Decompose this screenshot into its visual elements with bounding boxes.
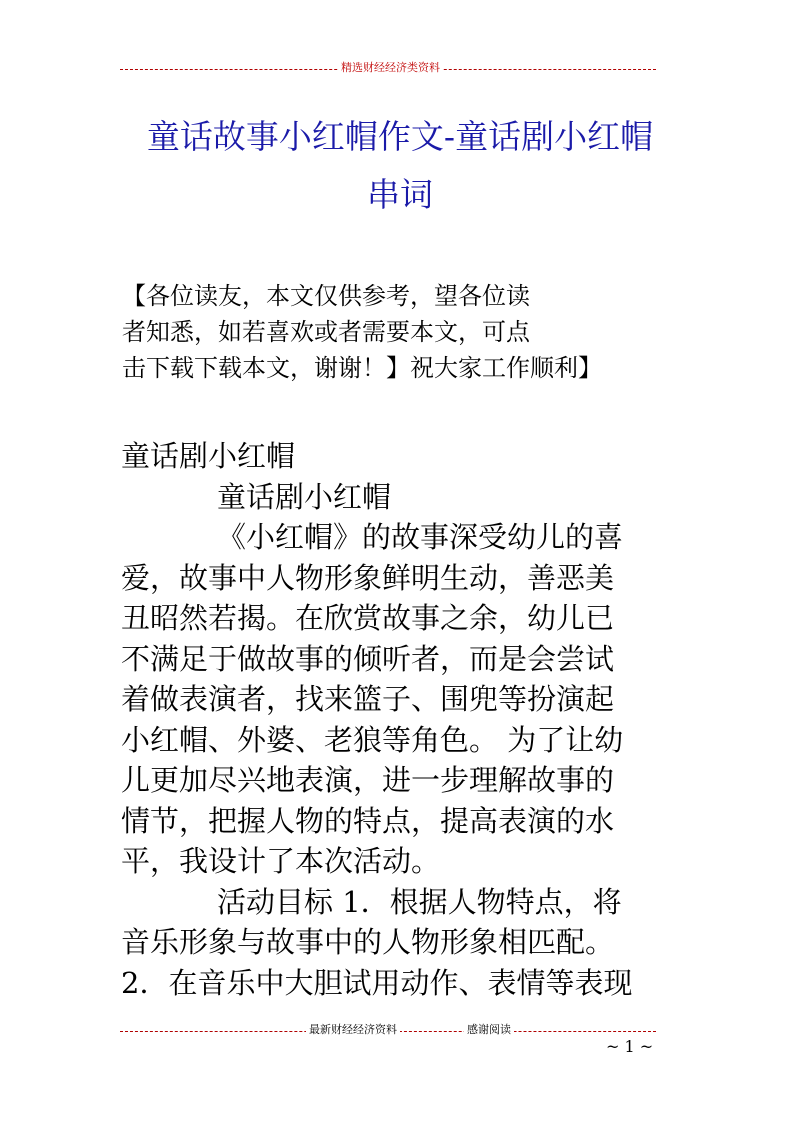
reader-notice xyxy=(122,278,642,386)
header-label: 精选财经经济类资料 xyxy=(338,60,443,76)
paragraph-line: 《小红帽》的故事深受幼儿的喜 xyxy=(217,520,624,554)
paragraph-line: 小红帽、外婆、老狼等角色。 为了让幼 xyxy=(121,722,624,757)
paragraph-line: 平，我设计了本次活动。 xyxy=(121,844,441,878)
notice-line: 【各位读友，本文仅供参考，望各位读 xyxy=(122,282,530,310)
paragraph-line: 儿更加尽兴地表演，进一步理解故事的 xyxy=(121,763,615,797)
title-line-2: 串词 xyxy=(367,175,433,214)
paragraph-line: 丑昭然若揭。在欣赏故事之余，幼儿已 xyxy=(121,601,615,635)
notice-line: 击下载下载本文，谢谢！】祝大家工作顺利】 xyxy=(122,354,602,382)
paragraph-line: 活动目标 1．根据人物特点，将 xyxy=(217,884,622,919)
title-line-1: 童话故事小红帽作文-童话剧小红帽 xyxy=(146,117,654,156)
section-heading: 童话剧小红帽 xyxy=(121,439,296,473)
paragraph-line: 爱，故事中人物形象鲜明生动，善恶美 xyxy=(121,560,615,595)
subtitle: 童话剧小红帽 xyxy=(217,479,392,514)
document-body xyxy=(121,436,681,1003)
footer-left-label: 最新财经经济资料 xyxy=(306,1022,400,1038)
document-title xyxy=(100,108,700,224)
paragraph-line: 情节，把握人物的特点，提高表演的水 xyxy=(121,803,615,838)
paragraph-line: 音乐形象与故事中的人物形象相匹配。 xyxy=(121,925,615,959)
page-number: ~ 1 ~ xyxy=(606,1037,654,1056)
footer-right-label: 感谢阅读 xyxy=(464,1022,514,1038)
notice-line: 者知悉，如若喜欢或者需要本文，可点 xyxy=(122,318,530,346)
paragraph-line: 不满足于做故事的倾听者，而是会尝试 xyxy=(121,641,615,676)
paragraph-line: 2．在音乐中大胆试用动作、表情等表现 xyxy=(121,965,633,1000)
paragraph-line: 着做表演者，找来篮子、围兜等扮演起 xyxy=(121,682,615,716)
